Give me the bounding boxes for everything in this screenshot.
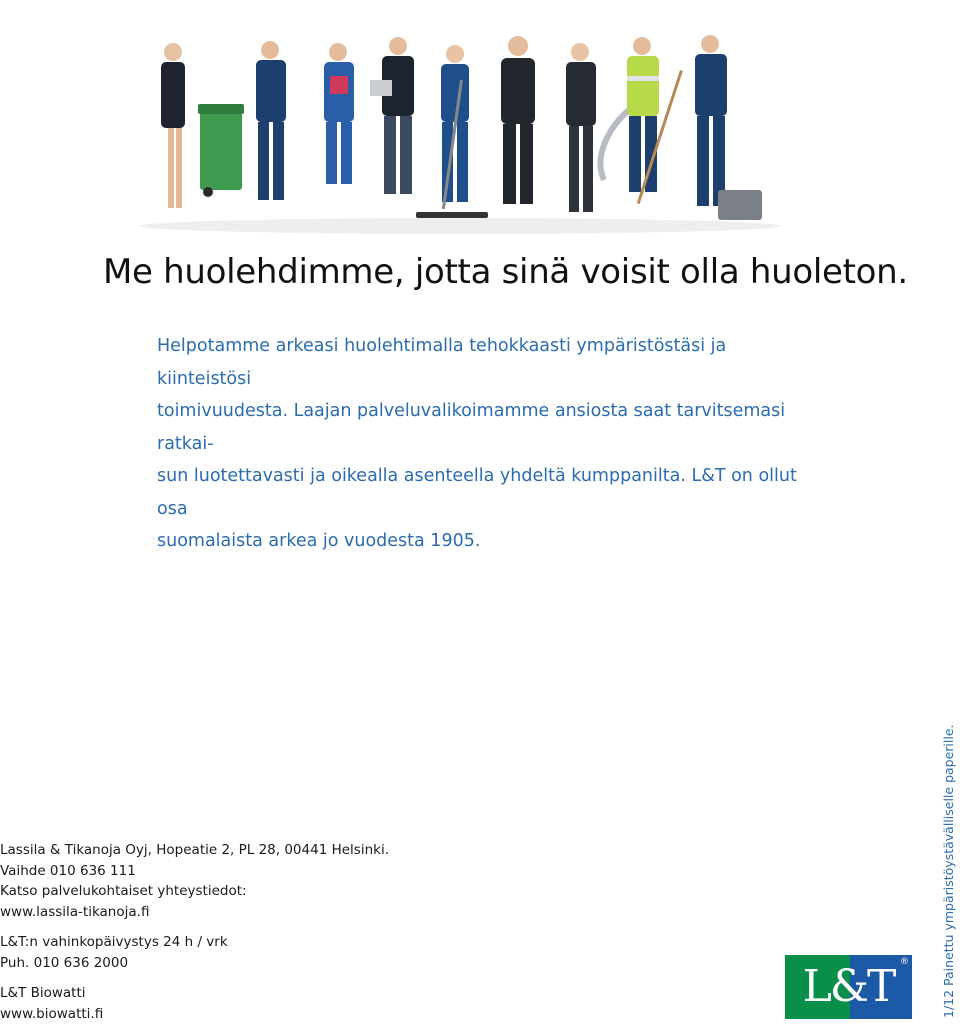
emergency-phone: Puh. 010 636 2000 [0,953,420,974]
biowatti-name: L&T Biowatti [0,983,420,1004]
green-waste-bin [198,104,244,197]
intro-line: sun luotettavasti ja oikealla asenteella yhdeltä kumppanilta. L&T on ollut osa [157,466,797,519]
biowatti-website-link[interactable]: www.biowatti.fi [0,1004,420,1024]
hero-photo [120,0,800,248]
contacts-label: Katso palvelukohtaiset yhteystiedot: [0,881,420,902]
intro-line: toimivuudesta. Laajan palveluvalikoimamme ansiosta saat tarvitsemasi ratkai- [157,401,785,454]
lt-logo [785,955,912,1019]
company-website-link[interactable]: www.lassila-tikanoja.fi [0,902,420,923]
worker-floor-cleaner [416,45,488,218]
spacer [0,922,420,932]
workers-group-illustration [120,0,800,248]
emergency-service-label: L&T:n vahinkopäivystys 24 h / vrk [0,932,420,953]
switchboard-number: Vaihde 010 636 111 [0,861,420,882]
worker-maintenance [256,41,286,200]
printing-note: 1/12 Painettu ympäristöystävälliselle paperille. [941,724,956,1018]
page-headline: Me huolehdimme, jotta sinä voisit olla huoleton. [103,252,908,292]
worker-hi-vis [627,37,659,192]
registered-mark: ® [900,957,909,967]
intro-paragraph [157,330,797,558]
worker-cleaner-overalls [324,43,354,184]
logo-text: L&T [785,961,912,1013]
contact-info-block [0,840,420,1024]
intro-line: suomalaista arkea jo vuodesta 1905. [157,531,480,551]
worker-receptionist [161,43,185,208]
worker-outdoor [501,36,535,204]
spacer [0,973,420,983]
company-address: Lassila & Tikanoja Oyj, Hopeatie 2, PL 28, 00441 Helsinki. [0,840,420,861]
intro-line: Helpotamme arkeasi huolehtimalla tehokkaasti ympäristöstäsi ja kiinteistösi [157,336,726,389]
worker-it-technician [370,37,414,194]
worker-office-manager [566,43,596,212]
